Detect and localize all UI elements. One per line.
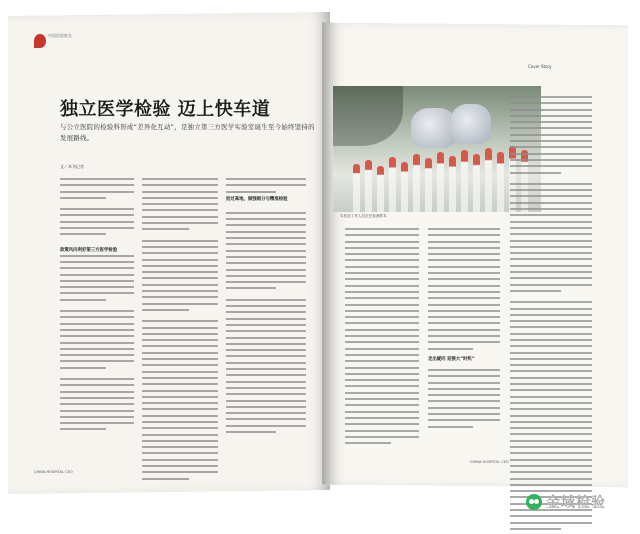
- section-tag: Cover Story: [528, 64, 552, 69]
- section-heading: 走出疑问 迎接大“时机”: [428, 357, 475, 362]
- page-footer: CHINA HOSPITAL CEO: [34, 470, 73, 474]
- wechat-icon: [526, 494, 542, 510]
- text-column: [345, 228, 419, 448]
- article-byline: 文／本刊记者: [60, 164, 84, 169]
- text-column: [510, 96, 592, 534]
- article-subhead: 与公立医院的检验科形成“差异化互动”，是独立第三方医学实验室诞生至今始终坚持的发展路线。: [60, 123, 315, 142]
- watermark: [526, 492, 606, 512]
- magazine-logo: [34, 34, 46, 48]
- text-column: [428, 228, 500, 432]
- text-column: [60, 178, 134, 435]
- article-headline: 独立医学检验 迈上快车道: [60, 99, 271, 120]
- section-heading: 政策风向利好第三方医学检验: [60, 248, 118, 253]
- magazine-brand-text: 中国医院院长: [48, 33, 72, 38]
- watermark-text: 金域检验: [546, 495, 606, 511]
- photo-caption: 实验室工作人员正在检测样本: [340, 214, 387, 218]
- page-footer: CHINA HOSPITAL CEO: [470, 460, 509, 464]
- section-heading: 抢过高地，做强细分与精准检验: [226, 197, 288, 202]
- text-column: [142, 178, 218, 484]
- text-column: [226, 178, 306, 437]
